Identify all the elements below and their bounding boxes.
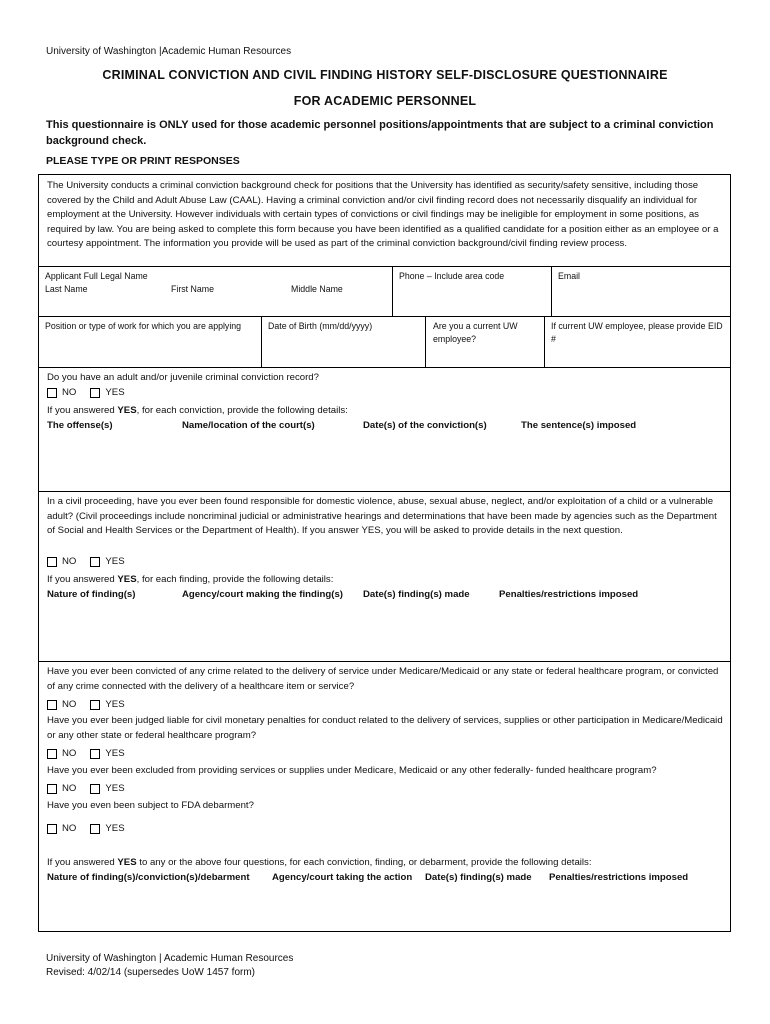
name-label: Applicant Full Legal Name xyxy=(45,271,148,281)
exclusion-question: Have you ever been excluded from providing services or supplies under Medicare, Medicaid or any other federally- funded healthcare program? xyxy=(47,765,657,776)
q4-yes-option[interactable] xyxy=(90,823,124,834)
column-conviction-date: Date(s) of the conviction(s) xyxy=(363,420,487,431)
fda-debarment-options xyxy=(47,823,139,834)
detail-prefix: If you answered xyxy=(47,574,118,585)
column-court: Name/location of the court(s) xyxy=(182,420,315,431)
instructions: PLEASE TYPE OR PRINT RESPONSES xyxy=(46,155,240,167)
column-penalties: Penalties/restrictions imposed xyxy=(549,872,689,883)
q1-no-option[interactable] xyxy=(47,699,76,710)
yes-label: YES xyxy=(105,699,125,710)
middle-name-label: Middle Name xyxy=(291,284,343,294)
column-penalties: Penalties/restrictions imposed xyxy=(499,589,639,600)
checkbox-icon[interactable] xyxy=(90,388,100,398)
civil-detail-instructions xyxy=(47,574,333,585)
no-label: NO xyxy=(62,783,77,794)
medicare-crime-question: Have you ever been convicted of any crime related to the delivery of service under Medicare/Medicaid or any state or federal healthcare program, or convicted of any crime connected with the delivery of a healthcare item or service? xyxy=(47,666,719,692)
checkbox-icon[interactable] xyxy=(90,700,100,710)
checkbox-icon[interactable] xyxy=(90,557,100,567)
checkbox-icon[interactable] xyxy=(47,388,57,398)
phone-field[interactable] xyxy=(392,267,551,316)
applicant-row-1 xyxy=(39,266,730,316)
no-label: NO xyxy=(62,556,77,567)
checkbox-icon[interactable] xyxy=(90,824,100,834)
footer-org: University of Washington | Academic Human Resources xyxy=(46,953,294,964)
email-field[interactable] xyxy=(551,267,730,316)
column-agency: Agency/court making the finding(s) xyxy=(182,589,343,600)
form-title: CRIMINAL CONVICTION AND CIVIL FINDING HISTORY SELF-DISCLOSURE QUESTIONNAIRE xyxy=(102,68,668,82)
no-label: NO xyxy=(62,748,77,759)
no-label: NO xyxy=(62,699,77,710)
healthcare-detail-instructions xyxy=(47,857,592,868)
conviction-detail-instructions xyxy=(47,405,348,416)
q2-yes-option[interactable] xyxy=(90,748,124,759)
eid-label: If current UW employee, please provide EID # xyxy=(551,321,723,344)
detail-prefix: If you answered xyxy=(47,405,118,416)
checkbox-icon[interactable] xyxy=(47,784,57,794)
yes-label: YES xyxy=(105,387,125,398)
current-uw-field[interactable] xyxy=(425,317,544,367)
conviction-options xyxy=(47,387,139,398)
medicare-crime-options xyxy=(47,699,139,710)
checkbox-icon[interactable] xyxy=(47,700,57,710)
column-nature: Nature of finding(s) xyxy=(47,589,136,600)
checkbox-icon[interactable] xyxy=(47,749,57,759)
checkbox-icon[interactable] xyxy=(90,749,100,759)
civil-yes-option[interactable] xyxy=(90,556,124,567)
q1-yes-option[interactable] xyxy=(90,699,124,710)
detail-prefix: If you answered xyxy=(47,857,118,868)
detail-yes: YES xyxy=(117,857,137,868)
yes-label: YES xyxy=(105,823,125,834)
footer-revision: Revised: 4/02/14 (supersedes UoW 1457 form) xyxy=(46,967,255,978)
column-offense: The offense(s) xyxy=(47,420,113,431)
phone-label: Phone – Include area code xyxy=(399,271,505,281)
q3-yes-option[interactable] xyxy=(90,783,124,794)
checkbox-icon[interactable] xyxy=(47,824,57,834)
dob-field[interactable] xyxy=(261,317,425,367)
q2-no-option[interactable] xyxy=(47,748,76,759)
fda-debarment-question: Have you even been subject to FDA debarment? xyxy=(47,800,254,811)
civil-penalties-question: Have you ever been judged liable for civil monetary penalties for conduct related to the delivery of services, supplies or other participation in Medicare/Medicaid or any other state or federal healthcare program? xyxy=(47,715,723,741)
civil-finding-section xyxy=(39,491,730,661)
column-finding-date: Date(s) finding(s) made xyxy=(363,589,470,600)
position-field[interactable] xyxy=(39,317,261,367)
yes-label: YES xyxy=(105,783,125,794)
column-agency-action: Agency/court taking the action xyxy=(272,872,413,883)
notice-text: The University conducts a criminal conviction background check for positions that the University has identified as security/safety sensitive, including those covered by the Child and Adult Abuse Law (CAAL). Having a criminal conviction and/or civil finding record does not necessarily disqualify an individual for employment at the University. However individuals with certain types of convictions or civil findings may be ineligible for employment in some positions, as required by law. You are being asked to complete this form because you have been identified as a qualified candidate for a position either as an employee or a courtesy appointment. The information you provide will be used as part of the criminal conviction background/civil finding review process. xyxy=(47,180,719,249)
conviction-question: Do you have an adult and/or juvenile criminal conviction record? xyxy=(47,372,319,383)
eid-field[interactable] xyxy=(544,317,730,367)
detail-yes: YES xyxy=(117,574,137,585)
notice-section xyxy=(39,175,730,266)
conviction-no-option[interactable] xyxy=(47,387,76,398)
conviction-yes-option[interactable] xyxy=(90,387,124,398)
civil-finding-options xyxy=(47,556,139,567)
q4-no-option[interactable] xyxy=(47,823,76,834)
civil-finding-question: In a civil proceeding, have you ever been found responsible for domestic violence, abuse, sexual abuse, neglect, and/or exploitation of a child or a vulnerable adult? (Civil proceedings include noncriminal judicial or administrative hearings and determinations that have been made by agencies such as the Department of Social and Health Services or the Department of Health). If you answer YES, you will be asked to provide details in the next question. xyxy=(47,496,717,536)
last-name-label: Last Name xyxy=(45,284,88,294)
column-finding-date: Date(s) finding(s) made xyxy=(425,872,532,883)
detail-yes: YES xyxy=(117,405,137,416)
q3-no-option[interactable] xyxy=(47,783,76,794)
applicant-row-2 xyxy=(39,316,730,367)
checkbox-icon[interactable] xyxy=(47,557,57,567)
detail-suffix: , for each finding, provide the following details: xyxy=(136,574,334,585)
dob-label: Date of Birth (mm/dd/yyyy) xyxy=(268,321,373,331)
email-label: Email xyxy=(558,271,580,281)
form-box xyxy=(38,174,731,932)
yes-label: YES xyxy=(105,556,125,567)
detail-suffix: , for each conviction, provide the following details: xyxy=(136,405,348,416)
conviction-section xyxy=(39,367,730,491)
position-label: Position or type of work for which you are applying xyxy=(45,321,242,331)
column-nature-debarment: Nature of finding(s)/conviction(s)/debarment xyxy=(47,872,250,883)
column-sentence: The sentence(s) imposed xyxy=(521,420,637,431)
checkbox-icon[interactable] xyxy=(90,784,100,794)
current-uw-label: Are you a current UW employee? xyxy=(433,321,518,344)
exclusion-options xyxy=(47,783,139,794)
yes-label: YES xyxy=(105,748,125,759)
no-label: NO xyxy=(62,387,77,398)
form-subtitle: FOR ACADEMIC PERSONNEL xyxy=(293,94,477,108)
no-label: NO xyxy=(62,823,77,834)
header-org: University of Washington |Academic Human Resources xyxy=(46,46,292,57)
healthcare-section xyxy=(39,661,730,931)
first-name-label: First Name xyxy=(171,284,215,294)
name-field[interactable] xyxy=(39,267,392,316)
intro-text: This questionnaire is ONLY used for those academic personnel positions/appointments that are subject to a criminal conviction background check. xyxy=(46,119,714,147)
detail-suffix: to any or the above four questions, for each conviction, finding, or debarment, provide the following details: xyxy=(136,857,592,868)
civil-no-option[interactable] xyxy=(47,556,76,567)
civil-penalties-options xyxy=(47,748,139,759)
